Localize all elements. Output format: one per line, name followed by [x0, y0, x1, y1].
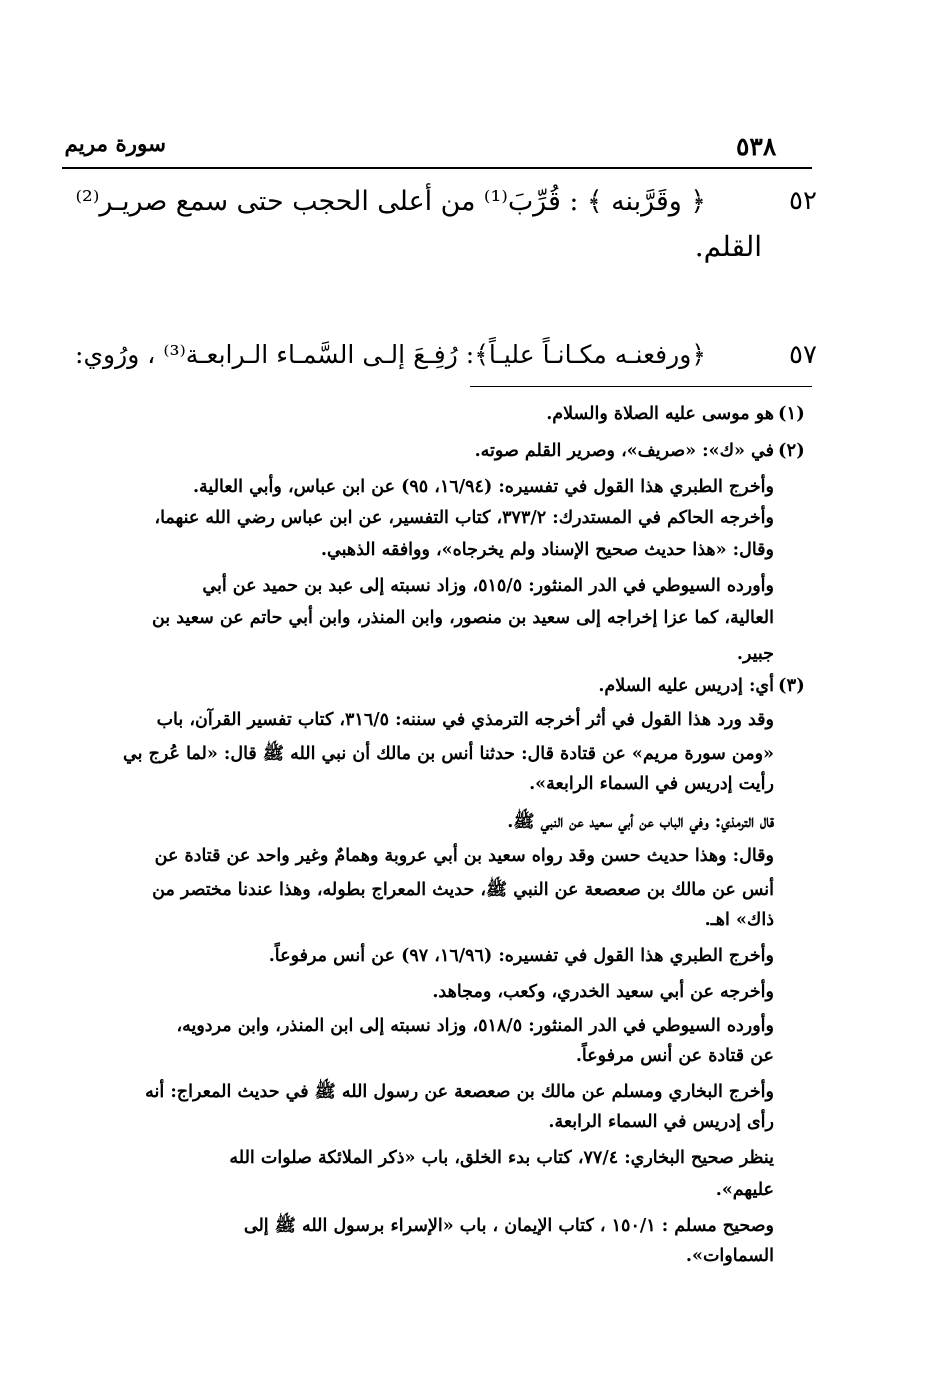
footnote-line: وأخرج الطبري هذا القول في تفسيره: (١٦/٩٦، ٩٧) عن أنس مرفوعاً.: [268, 946, 774, 966]
footnote-number: (٣): [778, 675, 805, 696]
verse-number: ٥٧: [789, 340, 817, 370]
footnote-line: وقال: «هذا حديث صحيح الإسناد ولم يخرجاه»، ووافقه الذهبي.: [320, 540, 774, 560]
footnote-line: وأخرجه عن أبي سعيد الخدري، وكعب، ومجاهد.: [432, 982, 774, 1002]
surah-title: سورة مريم: [64, 132, 166, 157]
footnote-line: وقال: وهذا حديث حسن وقد رواه سعيد بن أبي عروبة وهمامٌ وغير واحد عن قتادة عن: [154, 846, 774, 866]
footnote-line: وأورده السيوطي في الدر المنثور: ٥١٨/٥، وزاد نسبته إلى ابن المنذر، وابن مردويه،: [176, 1016, 774, 1036]
footnote-line: قال الترمذي: وفي الباب عن أبي سعيد عن النبي ﷺ.: [507, 812, 774, 832]
verse-line: ﴿ورفعنـه مكـانـاً عليـاً﴾: رُفِـعَ إلـى السَّمـاء الـرابعـة⁽³⁾ ، ورُوي:: [75, 340, 706, 369]
footnote-line: وقد ورد هذا القول في أثر أخرجه الترمذي في سننه: ٣١٦/٥، كتاب تفسير القرآن، باب: [156, 710, 774, 730]
footnote-line: السماوات».: [685, 1246, 774, 1266]
footnote-line: عليهم».: [715, 1180, 774, 1200]
footnote-line: وأخرج الطبري هذا القول في تفسيره: (١٦/٩٤، ٩٥) عن ابن عباس، وأبي العالية.: [192, 477, 774, 497]
footnote-line: ينظر صحيح البخاري: ٧٧/٤، كتاب بدء الخلق، باب «ذكر الملائكة صلوات الله: [229, 1148, 774, 1168]
footnote-line: عن قتادة عن أنس مرفوعاً.: [575, 1046, 774, 1066]
footnote-rule: [470, 386, 812, 387]
footnote-line: وصحيح مسلم : ١٥٠/١ ، كتاب الإيمان ، باب «الإسراء برسول الله ﷺ إلى: [243, 1216, 774, 1236]
footnote-line: وأورده السيوطي في الدر المنثور: ٥١٥/٥، وزاد نسبته إلى عبد بن حميد عن أبي: [202, 576, 774, 596]
footnote-line: وأخرج البخاري ومسلم عن مالك بن صعصعة عن رسول الله ﷺ في حديث المعراج: أنه: [145, 1082, 774, 1102]
footnote-line: في «ك»: «صريف»، وصرير القلم صوته.: [474, 441, 774, 461]
footnote-line: جبير.: [736, 644, 774, 664]
footnote-number: (١): [778, 403, 805, 424]
verse-line: القلم.: [694, 230, 762, 263]
footnote-number: (٢): [778, 440, 805, 461]
page-number: ٥٣٨: [736, 132, 777, 161]
footnote-line: ذاك» اهـ.: [704, 910, 774, 930]
footnote-line: رأى إدريس في السماء الرابعة.: [548, 1112, 774, 1132]
footnote-line: العالية، كما عزا إخراجه إلى سعيد بن منصور، وابن المنذر، وابن أبي حاتم عن سعيد بن: [151, 608, 774, 628]
footnote-line: أي: إدريس عليه السلام.: [598, 676, 774, 696]
footnote-line: وأخرجه الحاكم في المستدرك: ٣٧٣/٢، كتاب التفسير، عن ابن عباس رضي الله عنهما،: [154, 508, 774, 528]
footnote-line: «ومن سورة مريم» عن قتادة قال: حدثنا أنس بن مالك أن نبي الله ﷺ قال: «لما عُرج بي: [123, 744, 774, 764]
header-rule: [62, 167, 812, 169]
verse-number: ٥٢: [789, 186, 817, 216]
footnote-line: هو موسى عليه الصلاة والسلام.: [546, 404, 774, 424]
footnote-line: أنس عن مالك بن صعصعة عن النبي ﷺ، حديث المعراج بطوله، وهذا عندنا مختصر من: [152, 880, 774, 900]
verse-line: ﴿ وقَرَّبنه ﴾ : قُرِّبَ⁽¹⁾ من أعلى الحجب حتى سمع صريـر⁽²⁾: [75, 186, 706, 217]
footnote-line: رأيت إدريس في السماء الرابعة».: [529, 774, 774, 794]
